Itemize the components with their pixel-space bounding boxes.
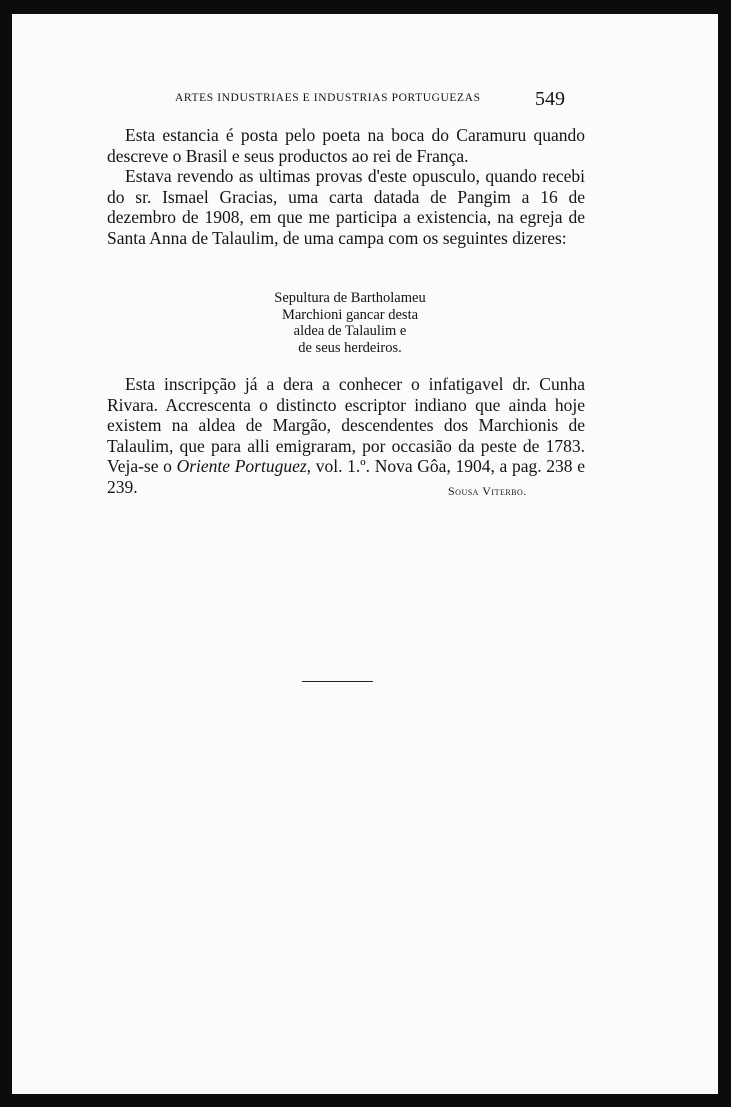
paragraph-2-text: Estava revendo as ultimas provas d'este opusculo, quando recebi do sr. Ismael Gracias, uma carta datada de Pangim a 16 de dezembro de 1908, em que me participa a existencia, na egreja de Santa Anna de Talaulim, de uma campa com os seguintes dizeres: bbox=[107, 166, 585, 248]
paragraph-1 bbox=[107, 125, 585, 248]
inscription-line: Sepultura de Bartholameu bbox=[274, 290, 426, 306]
paragraph-3 bbox=[107, 374, 585, 497]
section-divider bbox=[302, 681, 373, 682]
paragraph-1-text: Esta estancia é posta pelo poeta na boca do Caramuru quando descreve o Brasil e seus productos ao rei de França. bbox=[107, 125, 585, 166]
paragraph-3-start: Esta inscripção já a dera a conhecer o infatigavel dr. Cunha Rivara. Accrescenta o distincto escriptor indiano que ainda hoje existem na aldea de Margão, descendentes dos Marchionis de Talaulim, que para alli emigraram, por occasião da peste de 1783. Veja-se o bbox=[107, 374, 585, 476]
inscription-block bbox=[230, 290, 470, 356]
running-title: ARTES INDUSTRIAES E INDUSTRIAS PORTUGUEZAS bbox=[175, 92, 481, 104]
inscription-line: aldea de Talaulim e bbox=[293, 323, 407, 339]
paragraph-3-text bbox=[107, 374, 585, 497]
inscription-line: Marchioni gancar desta bbox=[281, 306, 419, 323]
inscription-line: de seus herdeiros. bbox=[298, 339, 402, 356]
author-signature: Sousa Viterbo. bbox=[448, 484, 527, 498]
page-number: 549 bbox=[535, 88, 565, 110]
paragraph-3-end: , vol. 1.º. Nova Gôa, 1904, a pag. 238 e 239. bbox=[107, 456, 585, 497]
journal-title: Oriente Portuguez bbox=[176, 456, 307, 476]
